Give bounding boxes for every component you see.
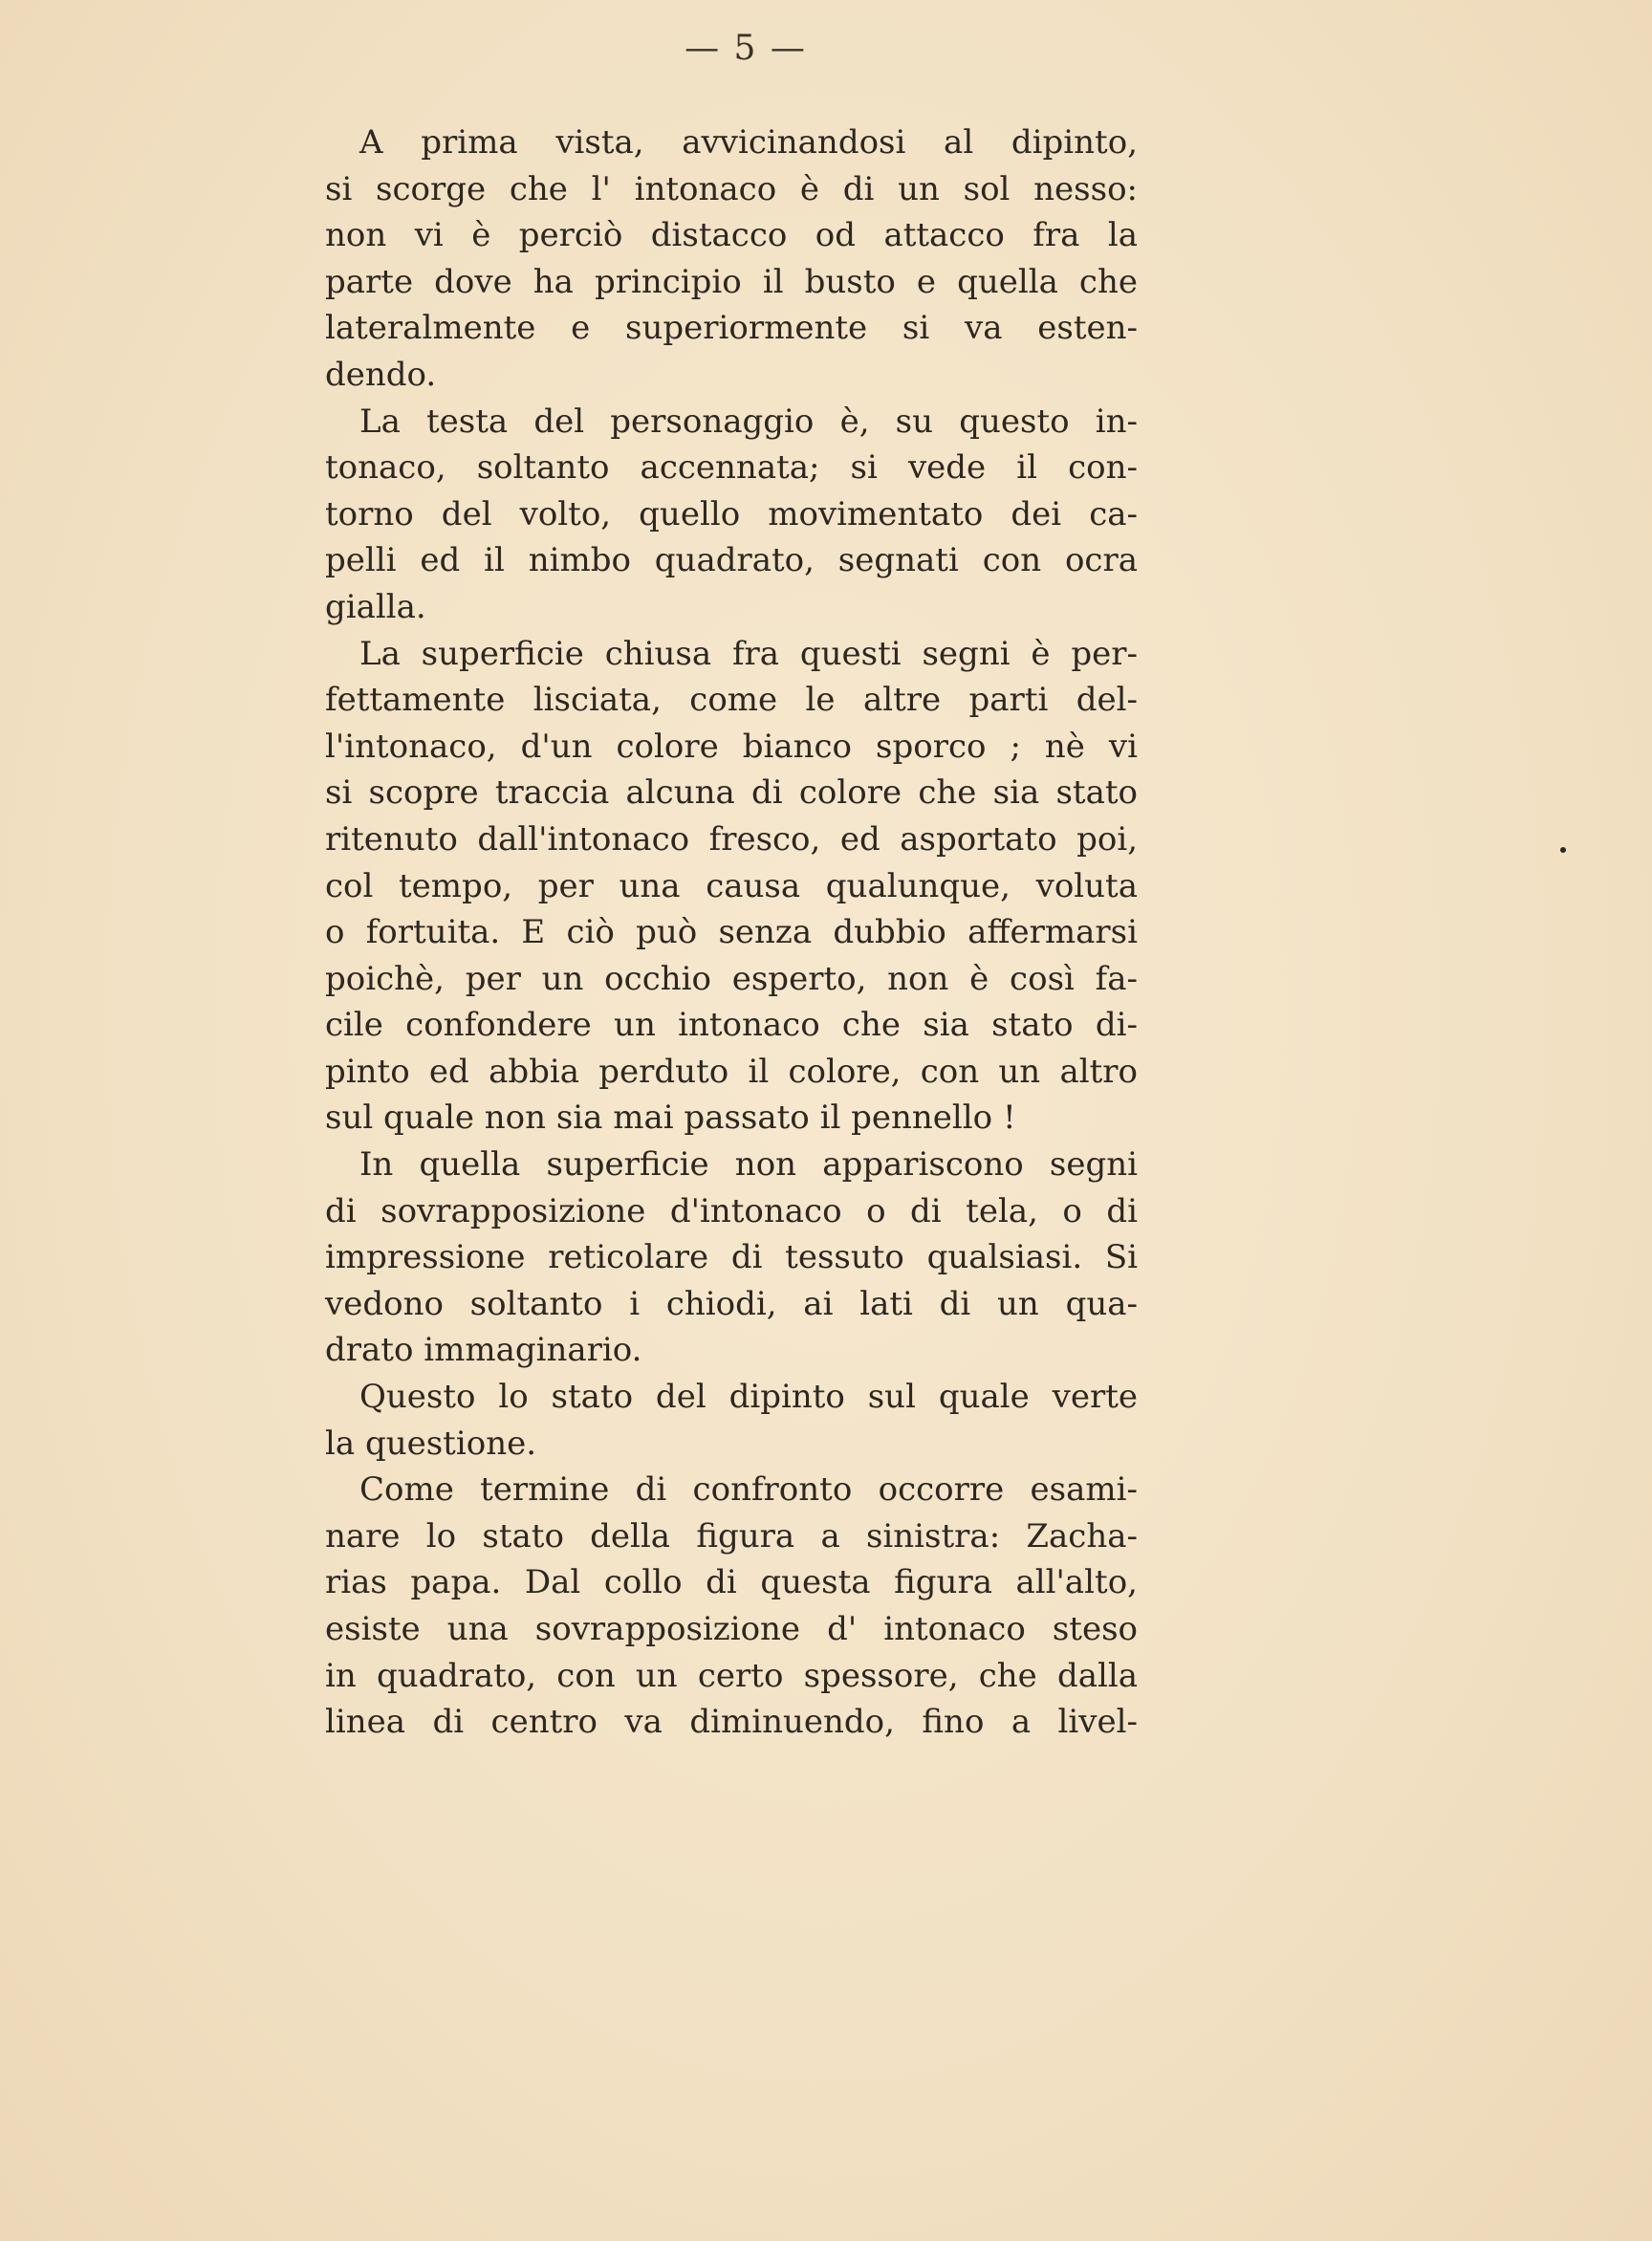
text-line: drato immaginario. xyxy=(325,1331,642,1370)
text-line: A prima vista, avvicinandosi al dipinto, xyxy=(359,123,1138,162)
text-line: impressione reticolare di tessuto qualsiasi. Si xyxy=(325,1238,1138,1277)
text-line: Questo lo stato del dipinto sul quale verte xyxy=(359,1378,1138,1417)
text-line: l'intonaco, d'un colore bianco sporco ; nè vi xyxy=(325,727,1138,766)
text-line: nare lo stato della figura a sinistra: Zacha- xyxy=(325,1516,1138,1556)
text-line: La superficie chiusa fra questi segni è per- xyxy=(359,634,1138,673)
text-line: si scopre traccia alcuna di colore che sia stato xyxy=(325,773,1138,813)
text-line: ritenuto dall'intonaco fresco, ed asportato poi, xyxy=(325,819,1138,859)
text-line: o fortuita. E ciò può senza dubbio affermarsi xyxy=(325,913,1138,952)
text-line: Come termine di confronto occorre esami- xyxy=(359,1470,1138,1510)
text-line: esiste una sovrapposizione d' intonaco steso xyxy=(325,1610,1138,1648)
text-line: la questione. xyxy=(325,1424,537,1463)
text-line: si scorge che l' intonaco è di un sol nesso: xyxy=(325,169,1138,208)
text-line: col tempo, per una causa qualunque, voluta xyxy=(325,866,1138,905)
ink-speck xyxy=(1560,847,1566,853)
text-line: non vi è perciò distacco od attacco fra la xyxy=(325,216,1138,255)
text-line: pinto ed abbia perduto il colore, con un altro xyxy=(325,1052,1138,1091)
text-line: tonaco, soltanto accennata; si vede il con- xyxy=(325,448,1138,488)
text-line: gialla. xyxy=(325,587,426,626)
text-line: poichè, per un occhio esperto, non è così fa- xyxy=(325,959,1138,998)
text-line: lateralmente e superiormente si va esten- xyxy=(325,309,1138,348)
text-line: vedono soltanto i chiodi, ai lati di un qua- xyxy=(325,1284,1138,1323)
text-line: parte dove ha principio il busto e quella che xyxy=(325,262,1138,301)
text-line: torno del volto, quello movimentato dei ca- xyxy=(325,494,1138,533)
text-line: pelli ed il nimbo quadrato, segnati con ocra xyxy=(325,541,1138,580)
text-line: linea di centro va diminuendo, fino a livel- xyxy=(325,1703,1138,1742)
text-line: La testa del personaggio è, su questo in- xyxy=(359,402,1138,441)
text-line: In quella superficie non appariscono segni xyxy=(359,1145,1138,1185)
text-line: in quadrato, con un certo spessore, che dalla xyxy=(325,1656,1138,1695)
text-line: dendo. xyxy=(325,355,437,394)
page-number: — 5 — xyxy=(685,29,807,68)
text-line: sul quale non sia mai passato il pennello ! xyxy=(325,1099,1016,1138)
text-line: rias papa. Dal collo di questa figura all'alto, xyxy=(325,1563,1138,1602)
text-line: fettamente lisciata, come le altre parti del- xyxy=(325,681,1138,720)
body-text xyxy=(325,120,1138,1746)
text-line: cile confondere un intonaco che sia stato di- xyxy=(325,1006,1138,1045)
text-line: di sovrapposizione d'intonaco o di tela, o di xyxy=(325,1191,1138,1230)
